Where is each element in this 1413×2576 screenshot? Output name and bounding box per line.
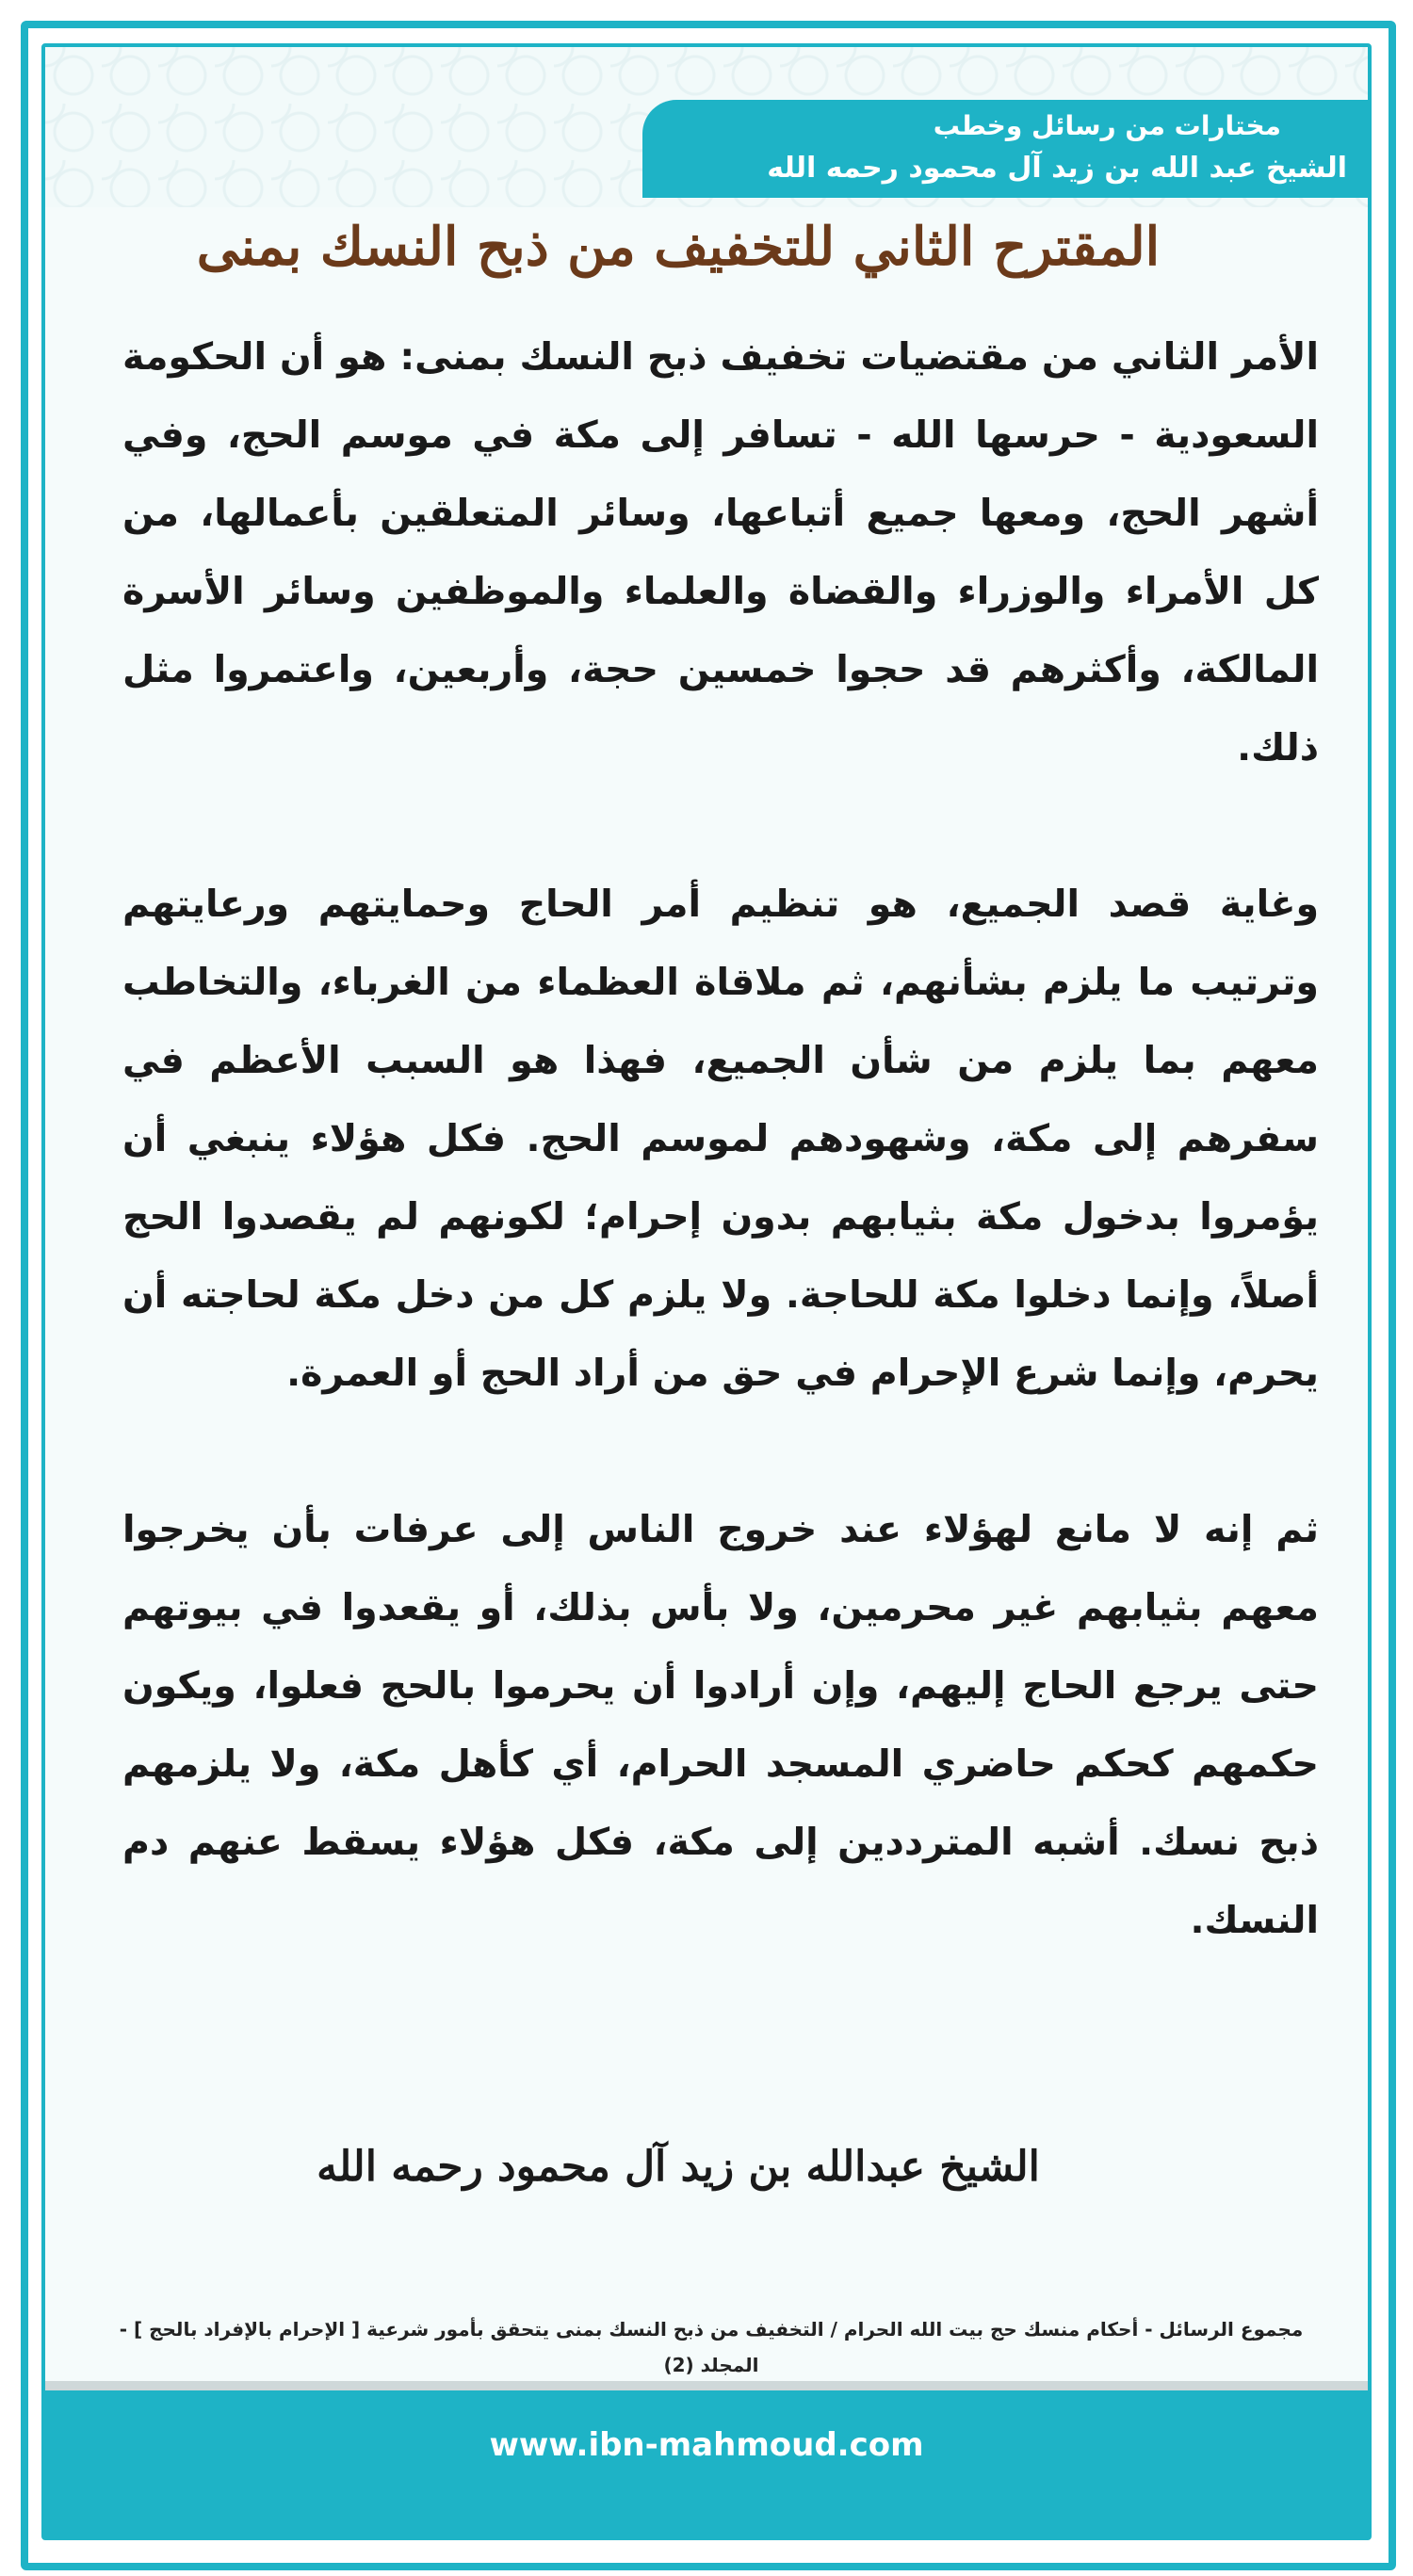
paragraph-2: وغاية قصد الجميع، هو تنظيم أمر الحاج وحمايتهم ورعايتهم وترتيب ما يلزم بشأنهم، ثم ملاقاة العظماء من الغرباء، والتخاطب معهم بما يلزم من شأن الجميع، فهذا هو السبب الأعظم في سفرهم إلى مكة، وشهودهم لموسم الحج. فكل هؤلاء ينبغي أن يؤمروا بدخول مكة بثيابهم بدون إحرام؛ لكونهم لم يقصدوا الحج أصلاً، وإنما دخلوا مكة للحاجة. ولا يلزم كل من دخل مكة لحاجته أن يحرم، وإنما شرع الإحرام في حق من أراد الحج أو العمرة.	[122, 883, 1319, 1395]
signature: الشيخ عبدالله بن زيد آل محمود رحمه الله	[317, 2143, 1040, 2191]
author-name-header: الشيخ عبد الله بن زيد آل محمود رحمه الله	[767, 152, 1347, 185]
source-citation: مجموع الرسائل - أحكام منسك حج بيت الله الحرام / التخفيف من ذبح النسك بمنى يتحقق بأمور شرعية [ الإحرام بالإفراد بالحج ] - المجلد (2)	[119, 2318, 1304, 2376]
series-title: مختارات من رسائل وخطب	[933, 110, 1281, 141]
article-body	[122, 318, 1319, 1960]
website-link[interactable]: www.ibn-mahmoud.com	[489, 2426, 924, 2464]
footer-bar	[45, 2381, 1368, 2536]
paragraph-3: ثم إنه لا مانع لهؤلاء عند خروج الناس إلى عرفات بأن يخرجوا معهم بثيابهم غير محرمين، ولا بأس بذلك، أو يقعدوا في بيوتهم حتى يرجع الحاج إليهم، وإن أرادوا أن يحرموا بالحج فعلوا، ويكون حكمهم كحكم حاضري المسجد الحرام، أي كأهل مكة، ولا يلزمهم ذبح نسك. أشبه المترددين إلى مكة، فكل هؤلاء يسقط عنهم دم النسك.	[122, 1508, 1319, 1942]
series-header	[642, 100, 1368, 198]
paragraph-1: الأمر الثاني من مقتضيات تخفيف ذبح النسك بمنى: هو أن الحكومة السعودية - حرسها الله - تسافر إلى مكة في موسم الحج، وفي أشهر الحج، ومعها جميع أتباعها، وسائر المتعلقين بأعمالها، من كل الأمراء والوزراء والقضاة والعلماء والموظفين وسائر الأسرة المالكة، وأكثرهم قد حجوا خمسين حجة، وأربعين، واعتمروا مثل ذلك.	[122, 335, 1319, 770]
article-title: المقترح الثاني للتخفيف من ذبح النسك بمنى	[196, 216, 1161, 278]
